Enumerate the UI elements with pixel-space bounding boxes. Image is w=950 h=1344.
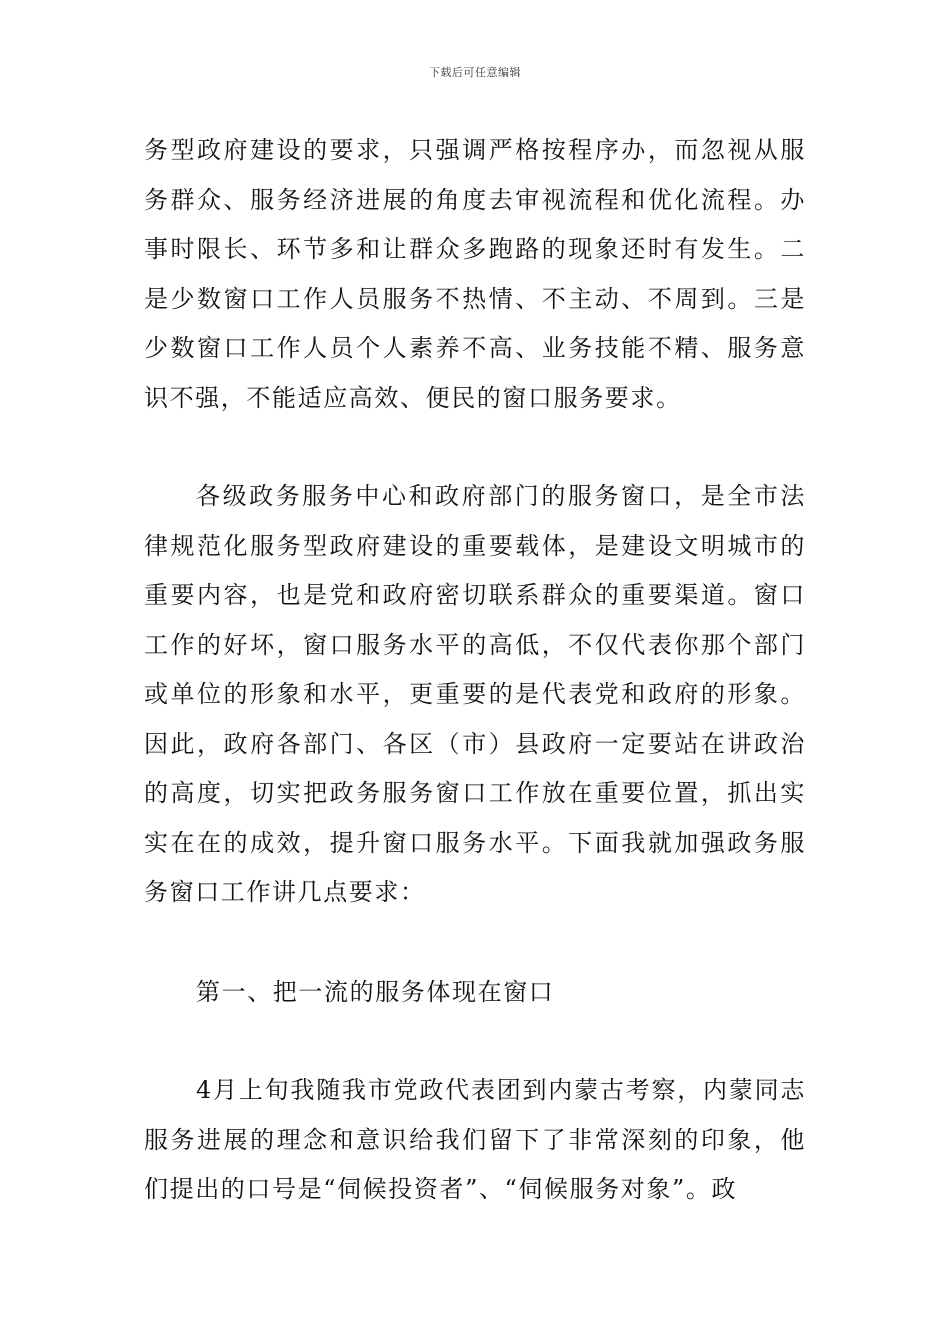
paragraph-service-windows: 各级政务服务中心和政府部门的服务窗口，是全市法律规范化服务型政府建设的重要载体，是建设文明城市的重要内容，也是党和政府密切联系群众的重要渠道。窗口工作的好坏，窗口服务水平的高低，不仅代表你那个部门或单位的形象和水平，更重要的是代表党和政府的形象。因此，政府各部门、各区（市）县政府一定要站在讲政治的高度，切实把政务服务窗口工作放在重要位置，抓出实实在在的成效，提升窗口服务水平。下面我就加强政务服务窗口工作讲几点要求： xyxy=(144,482,806,906)
paragraph-continued: 务型政府建设的要求，只强调严格按程序办，而忽视从服务群众、服务经济进展的角度去审视流程和优化流程。办事时限长、环节多和让群众多跑路的现象还时有发生。二是少数窗口工作人员服务不热情、不主动、不周到。三是少数窗口工作人员个人素养不高、业务技能不精、服务意识不强，不能适应高效、便民的窗口服务要求。 xyxy=(144,136,806,412)
document-body xyxy=(144,126,806,1215)
paragraph-inner-mongolia: 4月上旬我随我市党政代表团到内蒙古考察，内蒙同志服务进展的理念和意识给我们留下了非常深刻的印象，他们提出的口号是“伺候投资者”、“伺候服务对象”。政 xyxy=(144,1076,806,1203)
page-header-note: 下载后可任意编辑 xyxy=(429,66,521,79)
section-heading-first: 第一、把一流的服务体现在窗口 xyxy=(196,977,555,1006)
